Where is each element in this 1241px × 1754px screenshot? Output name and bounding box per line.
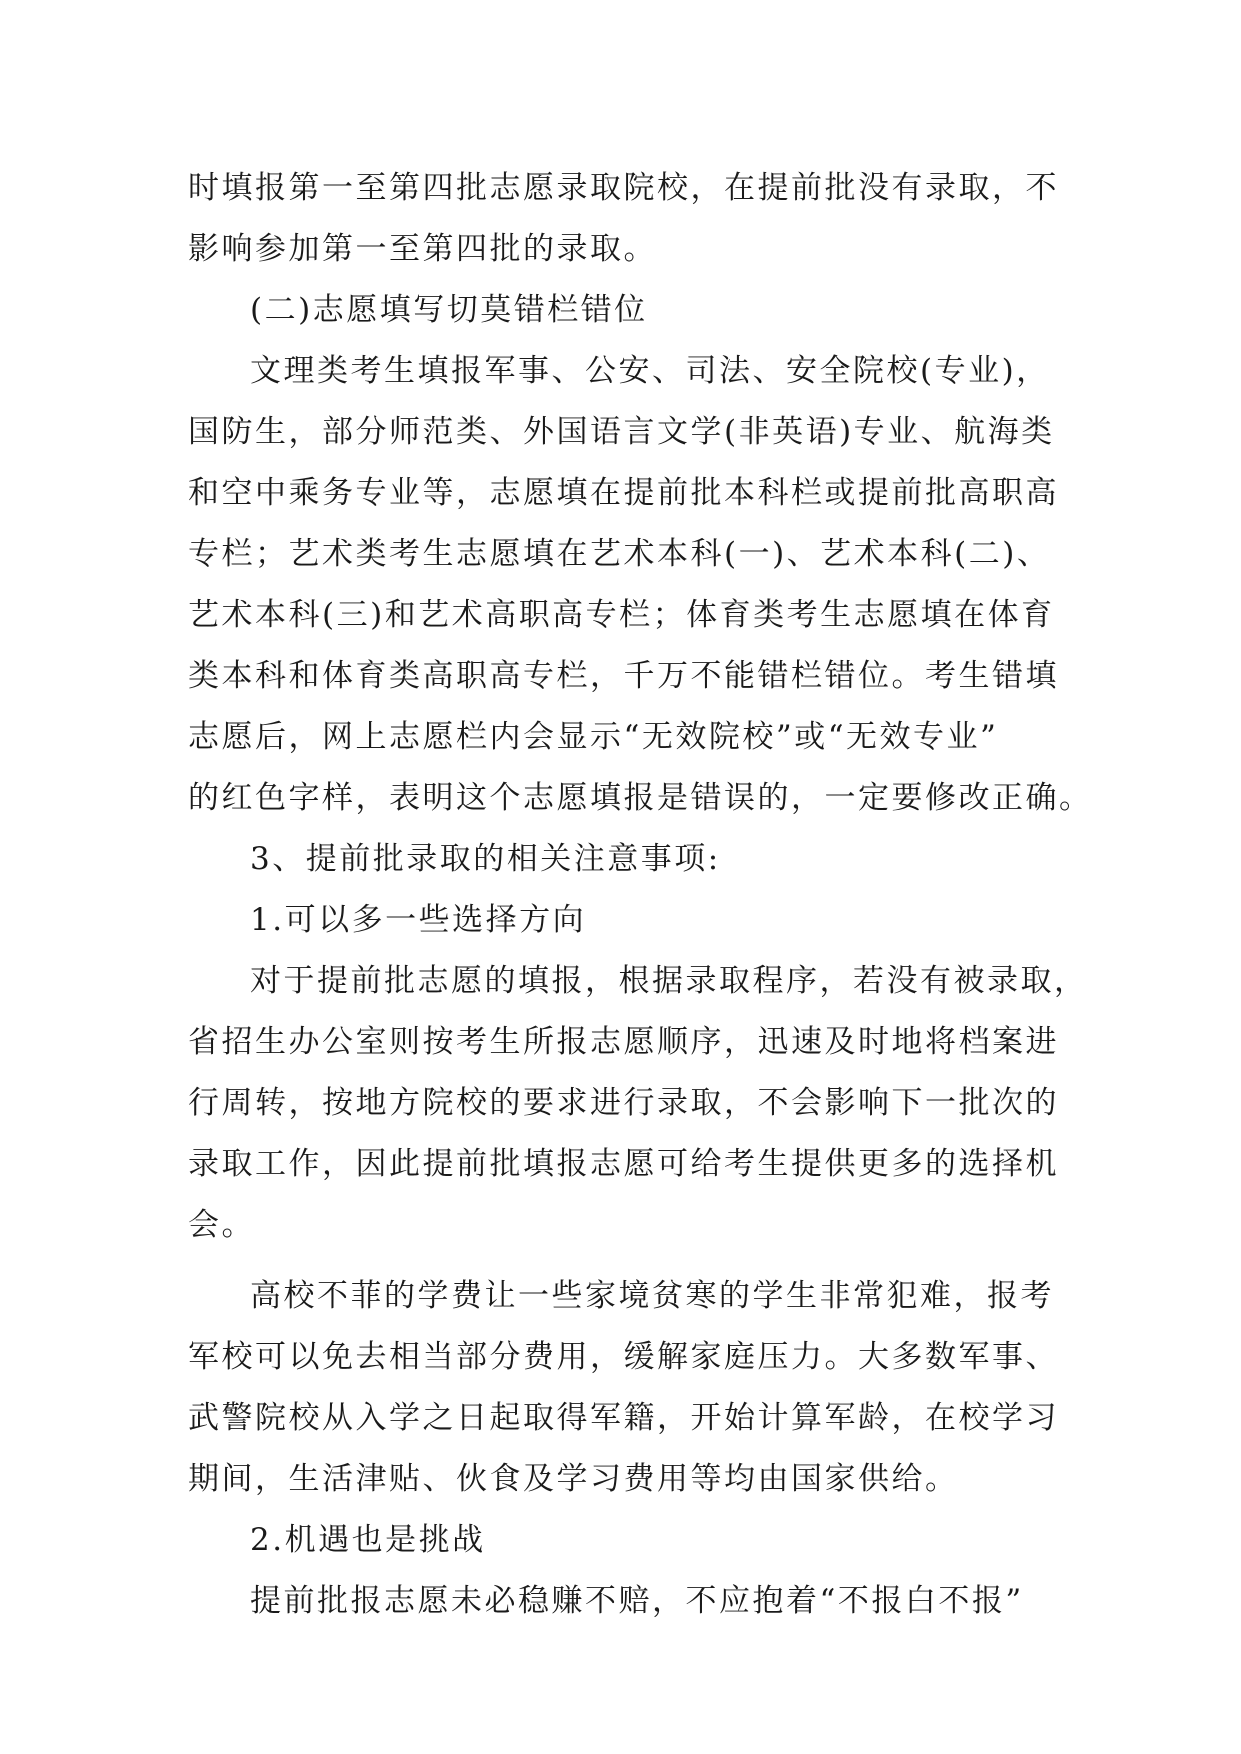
text-line: (二)志愿填写切莫错栏错位 <box>250 292 648 328</box>
text-line: 国防生，部分师范类、外国语言文学(非英语)专业、航海类 <box>188 414 1055 450</box>
text-line: 文理类考生填报军事、公安、司法、安全院校(专业)， <box>250 353 1050 389</box>
text-line: 艺术本科(三)和艺术高职高专栏；体育类考生志愿填在体育 <box>188 597 1055 633</box>
text-line: 提前批报志愿未必稳赚不赔，不应抱着“不报白不报” <box>250 1583 1024 1619</box>
document-body <box>188 158 1093 1632</box>
text-line: 省招生办公室则按考生所报志愿顺序，迅速及时地将档案进 <box>188 1024 1059 1060</box>
text-line: 高校不菲的学费让一些家境贫寒的学生非常犯难，报考 <box>250 1278 1054 1314</box>
text-line: 类本科和体育类高职高专栏，千万不能错栏错位。考生错填 <box>188 658 1059 694</box>
text-line: 会。 <box>188 1207 255 1243</box>
text-line: 期间，生活津贴、伙食及学习费用等均由国家供给。 <box>188 1461 959 1497</box>
text-line: 录取工作，因此提前批填报志愿可给考生提供更多的选择机 <box>188 1146 1059 1182</box>
text-line: 军校可以免去相当部分费用，缓解家庭压力。大多数军事、 <box>188 1339 1059 1375</box>
text-line: 和空中乘务专业等，志愿填在提前批本科栏或提前批高职高 <box>188 475 1059 511</box>
text-line: 的红色字样，表明这个志愿填报是错误的，一定要修改正确。 <box>188 780 1093 816</box>
text-line: 1.可以多一些选择方向 <box>250 902 587 938</box>
text-line: 行周转，按地方院校的要求进行录取，不会影响下一批次的 <box>188 1085 1059 1121</box>
text-line: 2.机遇也是挑战 <box>250 1522 486 1558</box>
text-line: 专栏；艺术类考生志愿填在艺术本科(一)、艺术本科(二)、 <box>188 536 1051 572</box>
text-line: 武警院校从入学之日起取得军籍，开始计算军龄，在校学习 <box>188 1400 1059 1436</box>
text-line: 时填报第一至第四批志愿录取院校，在提前批没有录取，不 <box>188 170 1059 206</box>
text-line: 3、提前批录取的相关注意事项: <box>250 841 721 877</box>
text-line: 影响参加第一至第四批的录取。 <box>188 231 657 267</box>
text-line: 志愿后，网上志愿栏内会显示“无效院校”或“无效专业” <box>188 719 999 755</box>
text-line: 对于提前批志愿的填报，根据录取程序，若没有被录取， <box>250 963 1088 999</box>
paragraph-gap <box>188 1256 1056 1266</box>
